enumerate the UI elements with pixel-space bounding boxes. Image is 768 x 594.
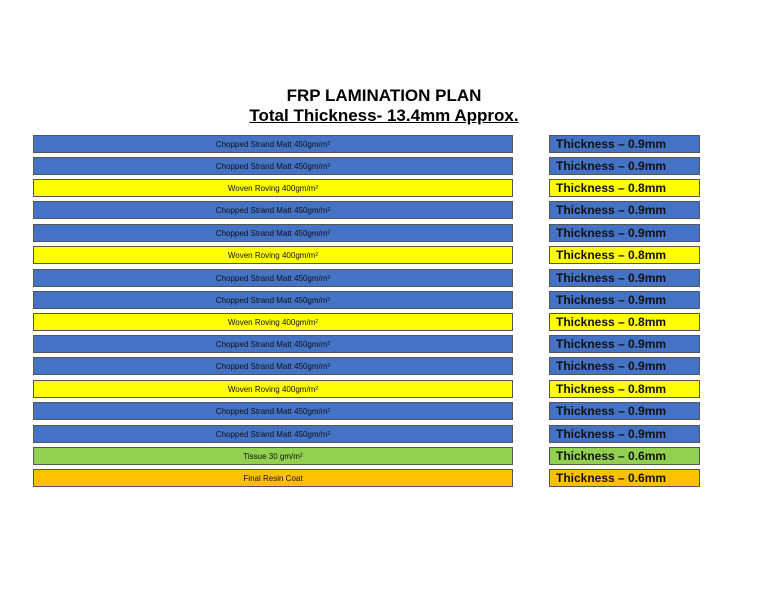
layer-label: Woven Roving 400gm/m [227, 317, 316, 327]
layer-label: Chopped Strand Matt 450gm/m [215, 406, 328, 416]
layer-label: Chopped Strand Matt 450gm/m [215, 273, 328, 283]
thickness-label: Thickness – 0.9mm [549, 269, 700, 287]
thickness-label: Thickness – 0.8mm [549, 179, 700, 197]
thickness-label: Thickness – 0.8mm [549, 246, 700, 264]
layer-label: Chopped Strand Matt 450gm/m [215, 139, 328, 149]
layer-label: Woven Roving 400gm/m [227, 183, 316, 193]
layer-label: Woven Roving 400gm/m [227, 250, 316, 260]
layer-bar: Chopped Strand Matt 450gm/m 2 [33, 135, 513, 153]
thickness-label: Thickness – 0.9mm [549, 291, 700, 309]
layer-bar: Chopped Strand Matt 450gm/m 2 [33, 357, 513, 375]
layer-bar: Woven Roving 400gm/m 2 [33, 246, 513, 264]
thickness-label: Thickness – 0.9mm [549, 425, 700, 443]
thickness-label: Thickness – 0.6mm [549, 447, 700, 465]
layer-bar: Chopped Strand Matt 450gm/m 2 [33, 201, 513, 219]
thickness-label: Thickness – 0.9mm [549, 402, 700, 420]
layer-bar: Woven Roving 400gm/m 2 [33, 179, 513, 197]
plan-subtitle-text: Total Thickness- 13.4mm Approx. [249, 106, 519, 125]
layer-bar: Chopped Strand Matt 450gm/m 2 [33, 157, 513, 175]
layer-bar: Chopped Strand Matt 450gm/m 2 [33, 425, 513, 443]
thickness-label: Thickness – 0.9mm [549, 201, 700, 219]
plan-title: FRP LAMINATION PLAN [286, 86, 482, 105]
layer-label: Chopped Strand Matt 450gm/m [215, 228, 328, 238]
thickness-label: Thickness – 0.9mm [549, 357, 700, 375]
layer-bar: Chopped Strand Matt 450gm/m 2 [33, 224, 513, 242]
layer-bar: Woven Roving 400gm/m 2 [33, 313, 513, 331]
thickness-label: Thickness – 0.9mm [549, 157, 700, 175]
thickness-label: Thickness – 0.9mm [549, 135, 700, 153]
layer-label: Chopped Strand Matt 450gm/m [215, 295, 328, 305]
layer-label: Chopped Strand Matt 450gm/m [215, 361, 328, 371]
layer-bar: Chopped Strand Matt 450gm/m 2 [33, 291, 513, 309]
layer-bar: Chopped Strand Matt 450gm/m 2 [33, 335, 513, 353]
layer-label: Chopped Strand Matt 450gm/m [215, 205, 328, 215]
layer-bar: Chopped Strand Matt 450gm/m 2 [33, 402, 513, 420]
layer-bar: Tissue 30 gm/m 2 [33, 447, 513, 465]
layer-bar: Woven Roving 400gm/m 2 [33, 380, 513, 398]
layer-label: Final Resin Coat [243, 473, 303, 483]
layer-label: Chopped Strand Matt 450gm/m [215, 339, 328, 349]
layer-label: Woven Roving 400gm/m [227, 384, 316, 394]
layer-bar: Chopped Strand Matt 450gm/m 2 [33, 269, 513, 287]
layer-label: Chopped Strand Matt 450gm/m [215, 429, 328, 439]
thickness-label: Thickness – 0.9mm [549, 335, 700, 353]
thickness-label: Thickness – 0.9mm [549, 224, 700, 242]
layer-label: Tissue 30 gm/m [243, 451, 300, 461]
layer-label: Chopped Strand Matt 450gm/m [215, 161, 328, 171]
thickness-label: Thickness – 0.8mm [549, 313, 700, 331]
thickness-label: Thickness – 0.8mm [549, 380, 700, 398]
plan-subtitle [0, 106, 768, 126]
layer-bar [33, 469, 513, 487]
thickness-label: Thickness – 0.6mm [549, 469, 700, 487]
